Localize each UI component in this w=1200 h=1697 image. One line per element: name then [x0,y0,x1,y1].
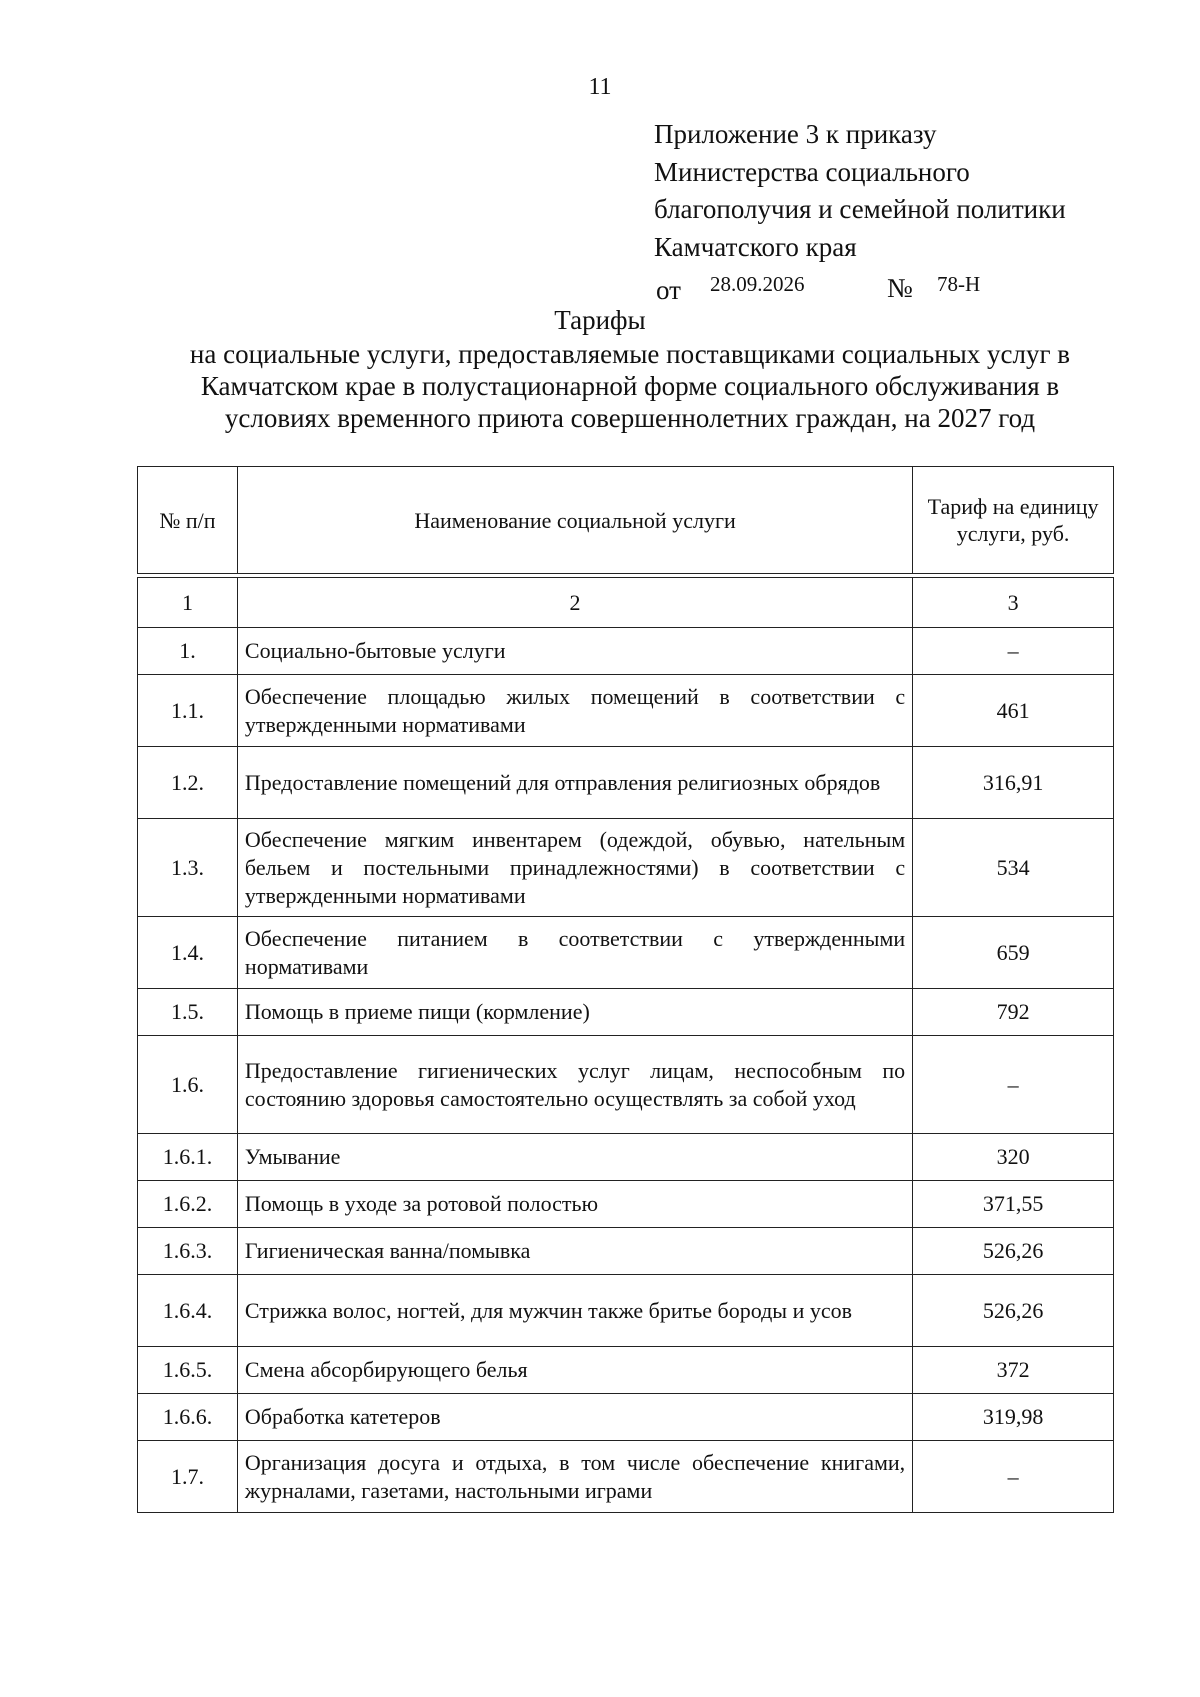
appendix-line: Министерства социального [654,156,970,187]
row-number: 1. [138,628,238,675]
tariff-table [137,466,1114,1513]
page-number: 11 [588,74,612,100]
appendix-block [654,116,1066,305]
table-row [138,1181,1114,1228]
service-name: Обработка катетеров [237,1394,912,1441]
tariff-value: 792 [913,989,1114,1036]
service-name: Обеспечение мягким инвентарем (одеждой, обувью, нательным бельем и постельными принадлежностями) в соответствии с утвержденными нормативами [237,819,912,917]
appendix-line: Приложение 3 к приказу [654,119,937,149]
document-title: Тарифы [554,305,646,335]
service-name: Стрижка волос, ногтей, для мужчин также бритье бороды и усов [237,1275,912,1347]
tariff-value: 659 [913,917,1114,989]
tariff-value: – [913,1036,1114,1134]
table-row [138,1347,1114,1394]
tariff-value: 319,98 [913,1394,1114,1441]
service-name: Обеспечение площадью жилых помещений в соответствии с утвержденными нормативами [237,675,912,747]
table-header-row [138,467,1114,574]
service-name: Социально-бытовые услуги [237,628,912,675]
service-name: Смена абсорбирующего белья [237,1347,912,1394]
tariff-value: – [913,1441,1114,1513]
table-row [138,1228,1114,1275]
table-row [138,628,1114,675]
table-row [138,1441,1114,1513]
tariff-value: 320 [913,1134,1114,1181]
table-row [138,1134,1114,1181]
row-number: 1.6.6. [138,1394,238,1441]
table-row [138,747,1114,819]
header-tariff: Тариф на единицу услуги, руб. [913,467,1114,574]
service-name: Умывание [237,1134,912,1181]
row-number: 1.6.2. [138,1181,238,1228]
document-subtitle: на социальные услуги, предоставляемые поставщиками социальных услуг в Камчатском крае в полустационарной форме социального обслуживания в условиях временного приюта совершеннолетних граждан, на 2027 год [189,339,1071,433]
order-number-sign: № [887,273,913,303]
table-row [138,819,1114,917]
row-number: 1.6.5. [138,1347,238,1394]
tariff-value: 316,91 [913,747,1114,819]
row-number: 1.4. [138,917,238,989]
tariff-value: 526,26 [913,1275,1114,1347]
tariff-value: 371,55 [913,1181,1114,1228]
order-number: 78-Н [937,272,981,296]
tariff-value: 461 [913,675,1114,747]
order-date: 28.09.2026 [710,272,805,296]
row-number: 1.6.1. [138,1134,238,1181]
column-number: 3 [913,578,1114,628]
service-name: Гигиеническая ванна/помывка [237,1228,912,1275]
row-number: 1.2. [138,747,238,819]
service-name: Организация досуга и отдыха, в том числе обеспечение книгами, журналами, газетами, настольными играми [237,1441,912,1513]
service-name: Помощь в уходе за ротовой полостью [237,1181,912,1228]
table-row [138,1036,1114,1134]
table-row [138,1394,1114,1441]
row-number: 1.1. [138,675,238,747]
row-number: 1.5. [138,989,238,1036]
row-number: 1.6. [138,1036,238,1134]
header-service-name: Наименование социальной услуги [237,467,912,574]
order-reference [654,266,1066,305]
header-number: № п/п [138,467,238,574]
column-number: 1 [138,578,238,628]
service-name: Предоставление помещений для отправления религиозных обрядов [237,747,912,819]
service-name: Обеспечение питанием в соответствии с утвержденными нормативами [237,917,912,989]
tariff-value: – [913,628,1114,675]
appendix-line: благополучия и семейной политики [654,194,1066,224]
row-number: 1.6.3. [138,1228,238,1275]
order-date-label: от [656,275,681,305]
column-number-row [138,578,1114,628]
table-row [138,675,1114,747]
appendix-line: Камчатского края [654,231,857,262]
tariff-value: 372 [913,1347,1114,1394]
tariff-value: 534 [913,819,1114,917]
column-number: 2 [237,578,912,628]
tariff-value: 526,26 [913,1228,1114,1275]
row-number: 1.6.4. [138,1275,238,1347]
table-row [138,989,1114,1036]
service-name: Предоставление гигиенических услуг лицам, неспособным по состоянию здоровья самостоятельно осуществлять за собой уход [237,1036,912,1134]
service-name: Помощь в приеме пищи (кормление) [237,989,912,1036]
table-row [138,1275,1114,1347]
table-row [138,917,1114,989]
row-number: 1.3. [138,819,238,917]
row-number: 1.7. [138,1441,238,1513]
